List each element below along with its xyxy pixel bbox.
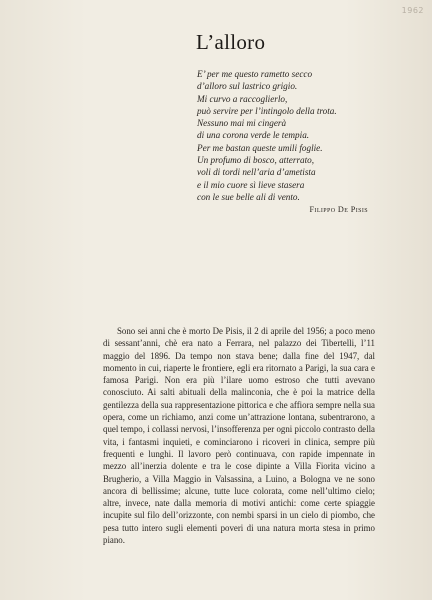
- poem-stanza: [197, 68, 407, 203]
- poem-line: Un profumo di bosco, atterrato,: [197, 155, 315, 166]
- article-paragraph: Sono sei anni che è morto De Pisis, il 2 di aprile del 1956; a poco meno di sessant’anni, chè era nato a Ferrara, nel palazzo dei Tibertelli, l’11 maggio del 1896. Da tempo non stava bene; dalla fine del 1947, dal momento in cui, riaperte le frontiere, egli era ritornato a Parigi, la sua cara e famosa Parigi. Non era più l’ilare uomo estroso che tutti avevano conosciuto. Ai salti abituali della malinconia, che è poi la matrice della gentilezza della sua rappresentazione pittorica e che affiora sempre nella sua opera, come un richiamo, anzi come un’attrazione lontana, subentrarono, a quel tempo, i collassi nervosi, l’insofferenza per ogni piccolo contrasto della vita, i fantasmi inquieti, e cominciarono i ricoveri in clinica, sempre più frequenti e lunghi. Il lavoro però continuava, con rapide impennate in mezzo all’inerzia dolente e tra le cose dipinte a Villa Fiorita vicino a Brugherio, a Villa Maggio in Valsassina, a Luino, a Bologna ve ne sono ancora di bellissime; alcune, tutte luce colorata, come nell’ultimo cielo; altre, invece, nate dalla memoria di motivi antichi: come certe spiaggie incupite sul filo dell’orizzonte, con nembi sparsi in un cielo di piombo, che pesa tutto intero sugli elementi poveri di una natura morta stesa in primo piano.: [103, 326, 375, 546]
- poem-line: Nessuno mai mi cingerà: [197, 118, 287, 129]
- poem-line: voli di tordi nell’aria d’ametista: [197, 167, 316, 178]
- pencil-annotation: 1962: [401, 6, 424, 15]
- poem-line: Per me bastan queste umili foglie.: [197, 142, 323, 153]
- poem-line: e il mio cuore sì lieve stasera: [197, 179, 305, 190]
- poem-line: Mi curvo a raccoglierlo,: [197, 93, 288, 104]
- poem-line: d’alloro sul lastrico grigio.: [197, 81, 298, 92]
- poem-line: di una corona verde le tempia.: [197, 130, 310, 141]
- poem-line: con le sue belle ali di vento.: [197, 191, 300, 202]
- poem-title: L’alloro: [196, 30, 266, 54]
- poem-author: Filippo De Pisis: [309, 205, 368, 214]
- poem-line: E’ per me questo rametto secco: [197, 69, 313, 79]
- poem-line: può servire per l’intingolo della trota.: [197, 105, 337, 116]
